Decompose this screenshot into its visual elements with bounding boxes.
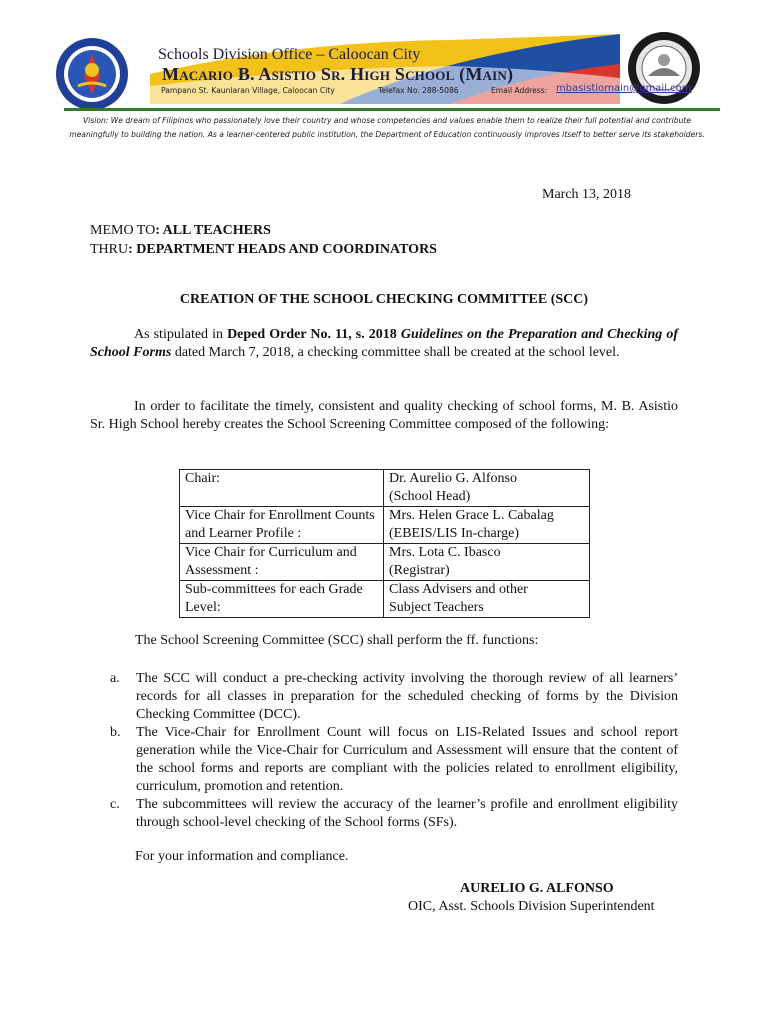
member-note: (Registrar) [389, 563, 450, 578]
function-item [110, 796, 678, 832]
function-item [110, 670, 678, 724]
functions-list [110, 670, 678, 832]
function-text: The SCC will conduct a pre-checking activity involving the thorough review of all learners’ records for all classes in preparation for the scheduled checking of forms by the Division Checking Committee (DCC). [136, 671, 678, 722]
member-name: Mrs. Helen Grace L. Cabalag [389, 508, 554, 523]
committee-row [180, 470, 590, 507]
signatory-title: OIC, Asst. Schools Division Superintendent [408, 899, 655, 914]
memo-thru-line: THRU: DEPARTMENT HEADS AND COORDINATORS [90, 242, 437, 257]
memo-to-line: MEMO TO: ALL TEACHERS [90, 223, 271, 238]
committee-table [179, 469, 590, 618]
committee-role: Chair: [180, 470, 384, 507]
memo-recipients [90, 221, 437, 259]
member-name: Mrs. Lota C. Ibasco [389, 545, 501, 560]
function-label: a. [110, 671, 120, 686]
committee-member [384, 544, 590, 581]
paragraph-functions-intro: The School Screening Committee (SCC) shall perform the ff. functions: [135, 633, 539, 648]
division-office-name: Schools Division Office – Caloocan City [158, 46, 421, 63]
school-name: Macario B. Asistio Sr. High School (Main) [162, 64, 514, 84]
committee-row [180, 544, 590, 581]
committee-row [180, 581, 590, 618]
committee-member [384, 507, 590, 544]
paragraph-stipulation: As stipulated in Deped Order No. 11, s. 2018 Guidelines on the Preparation and Checking of School Forms dated March 7, 2018, a checking committee shall be created at the school level. [90, 327, 679, 360]
function-label: c. [110, 797, 120, 812]
division-seal-icon [626, 30, 702, 106]
school-telefax: Telefax No. 288-5086 [378, 86, 459, 95]
signatory-name: AURELIO G. ALFONSO [460, 881, 614, 896]
member-note: (EBEIS/LIS In-charge) [389, 526, 519, 541]
function-text: The Vice-Chair for Enrollment Count will focus on LIS-Related Issues and school report generation while the Vice-Chair for Curriculum and Assessment will ensure that the content of the school forms and reports are compliant with the policies related to enrollment eligibility, curriculum, promotion and retention. [136, 725, 678, 794]
header-divider [64, 108, 720, 111]
function-item [110, 724, 678, 796]
committee-row [180, 507, 590, 544]
email-label: Email Address: [491, 86, 548, 95]
member-name: Dr. Aurelio G. Alfonso [389, 471, 517, 486]
member-note: (School Head) [389, 489, 471, 504]
paragraph-purpose: In order to facilitate the timely, consistent and quality checking of school forms, M. B. Asistio Sr. High School hereby creates the School Screening Committee composed of the following: [90, 399, 678, 432]
function-label: b. [110, 725, 121, 740]
school-seal-icon [54, 36, 130, 112]
member-note: Subject Teachers [389, 600, 484, 615]
committee-role: Sub-committees for each Grade Level: [180, 581, 384, 618]
school-address: Pampano St. Kaunlaran Village, Caloocan City [161, 86, 335, 95]
committee-member [384, 581, 590, 618]
committee-role: Vice Chair for Enrollment Counts and Learner Profile : [180, 507, 384, 544]
committee-role: Vice Chair for Curriculum and Assessment : [180, 544, 384, 581]
memo-date: March 13, 2018 [542, 187, 632, 202]
email-link[interactable]: mbasistiomain@gmail.com [556, 83, 692, 94]
memo-title: CREATION OF THE SCHOOL CHECKING COMMITTEE (SCC) [179, 292, 589, 307]
vision-statement: Vision: We dream of Filipinos who passionately love their country and whose competencies and values enable them to realize their full potential and contribute meaningfully to building the nation. As a learner-centered public institution, the Department of Education continuously improves itself to better serve its stakeholders. [69, 116, 705, 139]
function-text: The subcommittees will review the accuracy of the learner’s profile and enrollment eligibility through school-level checking of the School forms (SFs). [136, 797, 678, 830]
committee-member [384, 470, 590, 507]
member-name: Class Advisers and other [389, 582, 528, 597]
closing-line: For your information and compliance. [135, 849, 349, 864]
